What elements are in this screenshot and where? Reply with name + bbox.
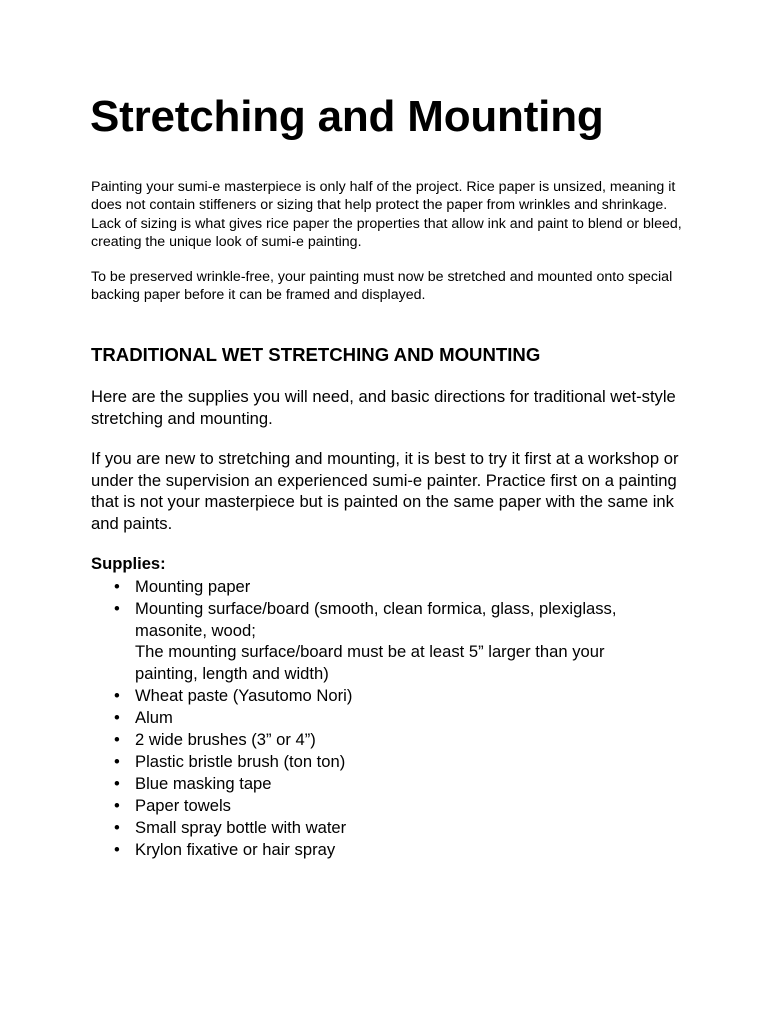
list-item-text: 2 wide brushes (3” or 4”) — [135, 729, 316, 749]
bullet-icon: • — [114, 729, 120, 749]
supplies-label: Supplies: — [91, 554, 166, 573]
page-title: Stretching and Mounting — [90, 92, 604, 141]
list-item-note: The mounting surface/board must be at least 5” larger than your painting, length and width) — [135, 642, 605, 683]
list-item-text: Alum — [135, 707, 173, 727]
bullet-icon: • — [114, 840, 120, 860]
list-item — [91, 707, 671, 729]
bullet-icon: • — [114, 751, 120, 771]
supplies-list — [91, 576, 671, 861]
bullet-icon: • — [114, 707, 120, 727]
list-item — [91, 729, 671, 751]
list-item-text: Blue masking tape — [135, 774, 272, 794]
bullet-icon: • — [114, 577, 120, 596]
list-item — [91, 773, 671, 795]
bullet-icon: • — [114, 796, 120, 816]
bullet-icon: • — [114, 774, 120, 794]
list-item-text: Plastic bristle brush (ton ton) — [135, 751, 346, 771]
section-heading: TRADITIONAL WET STRETCHING AND MOUNTING — [91, 344, 541, 365]
list-item — [91, 685, 671, 707]
list-item — [91, 751, 671, 773]
bullet-icon: • — [114, 685, 120, 705]
list-item — [91, 598, 671, 684]
intro-paragraph-2: To be preserved wrinkle-free, your painting must now be stretched and mounted onto special backing paper before it can be framed and displayed. — [91, 269, 673, 304]
list-item-text: Mounting surface/board (smooth, clean formica, glass, plexiglass, masonite, wood; — [135, 599, 617, 640]
list-item — [91, 817, 671, 839]
list-item — [91, 795, 671, 817]
intro-paragraph-1: Painting your sumi-e masterpiece is only half of the project. Rice paper is unsized, meaning it does not contain stiffeners or sizing that help protect the paper from wrinkles and shrinkage. Lack of sizing is what gives rice paper the properties that allow ink and paint to blend or bleed, creating the unique look of sumi-e painting. — [91, 179, 682, 250]
list-item-text: Wheat paste (Yasutomo Nori) — [135, 685, 353, 705]
list-item — [91, 576, 671, 598]
list-item-text: Small spray bottle with water — [135, 818, 347, 838]
section-paragraph-2: If you are new to stretching and mounting, it is best to try it first at a workshop or under the supervision an experienced sumi-e painter. Practice first on a painting that is not your masterpiece but is painted on the same paper with the same ink and paints. — [91, 449, 679, 533]
list-item-text: Mounting paper — [135, 577, 251, 596]
bullet-icon: • — [114, 818, 120, 838]
bullet-icon: • — [114, 599, 120, 619]
list-item-text: Paper towels — [135, 796, 231, 816]
list-item-text: Krylon fixative or hair spray — [135, 840, 336, 860]
section-paragraph-1: Here are the supplies you will need, and basic directions for traditional wet-style stretching and mounting. — [91, 387, 676, 428]
list-item — [91, 839, 671, 861]
